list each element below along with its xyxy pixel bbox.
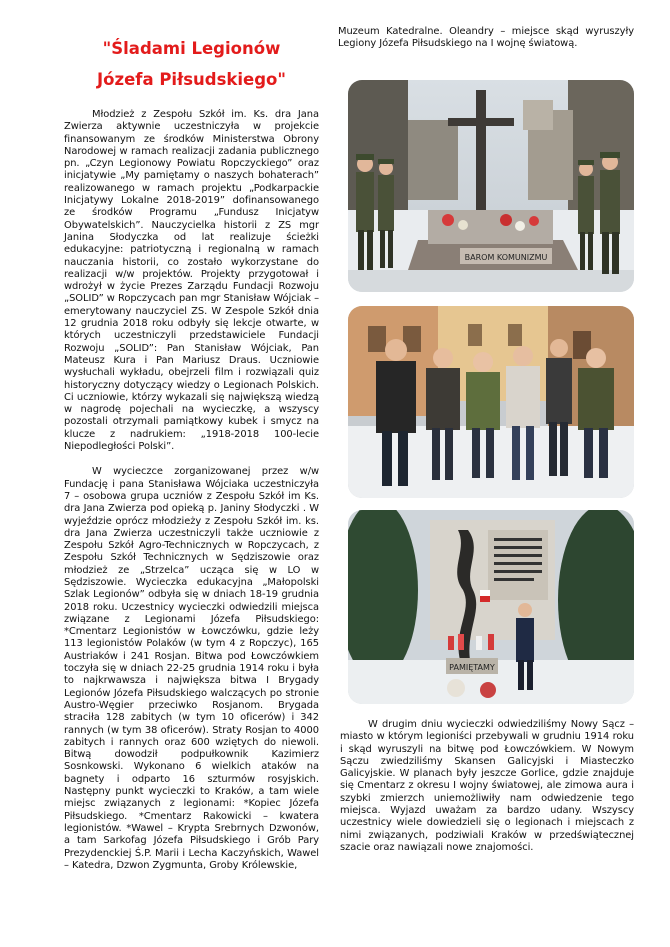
- left-column: [64, 33, 319, 885]
- photo-memorial-guard: [348, 80, 634, 292]
- paragraph-trip: W wycieczce zorganizowanej przez w/w Fundację i pana Stanisława Wójciaka uczestniczyła 7 – osobowa grupa uczniów z Zespołu Szkół im Ks. dra Jana Zwierza pod opieką p. Janiny Słodyczki . W wyjeździe oprócz młodzieży z Zespołu Szkół im. ks. dra Jana Zwierza uczestniczyli także uczniowie z Zespołu Szkół Agro-Technicznych w Ropczycach, z Zespołu Szkół Technicznych w Sędziszowie oraz młodzież ze „Strzelca” ucząca się w LO w Sędziszowie. Wycieczka edukacyjna „Małopolski Szlak Legionów” odbyła się w dniach 18-19 grudnia 2018 roku. Uczestnicy wycieczki odwiedzili miejsca związane z Legionami Józefa Piłsudskiego: *Cmentarz Legionistów w Łowczówku, gdzie leży 113 legionistów Polaków (w tym 4 z Ropczyc), 165 Austriaków i 241 Rosjan. Bitwa pod Łowczówkiem toczyła się w dniach 22-25 grudnia 1914 roku i była to najkrwawsza i największa bitwa I Brygady Legionów Józefa Piłsudskiego walczących po stronie Austro-Węgier przeciwko Rosjanom. Brygada straciła 128 zabitych (w tym 10 oficerów) i 342 rannych (w tym 38 oficerów). Straty Rosjan to 4000 zabitych i rannych oraz 600 wziętych do niewoli. Bitwą dowodził podpułkownik Kazimierz Sosnkowski. Wykonano 6 wielkich ataków na bagnety i odparto 16 szturmów rosyjskich. Następny punkt wycieczki to Kraków, a tam wiele miejsc związanych z legionami: *Kopiec Józefa Piłsudskiego. *Cmentarz Rakowicki – kwatera legionistów. *Wawel – Krypta Srebrnych Dzwonów, a tam Sarkofag Józefa Piłsudskiego i Grób Pary Prezydenckiej Ś.P. Marii i Lecha Kaczyńskich, Wawel – Katedra, Dzwon Zygmunta, Groby Królewskie,: [64, 466, 319, 871]
- paragraph-intro: Młodzież z Zespołu Szkół im. Ks. dra Jana Zwierza aktywnie uczestniczyła w projekcie finansowanym ze środków Ministerstwa Obrony Narodowej w ramach realizacji zadania publicznego pn. „Czyn Legionowy Powiatu Ropczyckiego” oraz inicjatywie „My pamiętamy o naszych bohaterach” realizowanego w ramach projektu „Podkarpackie Inicjatywy Lokalne 2018-2019” dofinansowanego ze środków Programu „Fundusz Inicjatyw Obywatelskich”. Nauczycielka historii z ZS mgr Janina Słodyczka od lat realizuje ścieżki edukacyjne: patriotyczną i regionalną w ramach nauczania historii, co zostało wykorzystane do realizacji w/w projektów. Projekty przygotował i wdrożył w życie Prezes Zarządu Fundacji Rozwoju „SOLID” w Ropczycach pan mgr Stanisław Wójciak – emerytowany nauczyciel ZS. W Zespole Szkół dnia 12 grudnia 2018 roku odbyły się lekcje otwarte, w których uczestniczyli przedstawiciele Fundacji Rozwoju „SOLID”: Pan Stanisław Wójciak, Pan Mateusz Kura i Pan Mariusz Draus. Uczniowie wysłuchali wykładu, obejrzeli film i rozwiązali quiz historyczny dotyczący wiedzy o Legionach Polskich. Ci uczniowie, którzy wykazali się największą wiedzą w nagrodę pojechali na wycieczkę, a wszyscy pozostali otrzymali pamiątkowy kubek i smycz na klucze z nadrukiem: „1918-2018 100-lecie Niepodległości Polski”.: [64, 109, 319, 453]
- paragraph-continuation: Muzeum Katedralne. Oleandry – miejsce skąd wyruszyły Legiony Józefa Piłsudskiego na I wojnę światową.: [338, 26, 634, 50]
- paragraph-second-day: W drugim dniu wycieczki odwiedziliśmy Nowy Sącz – miasto w którym legioniści przebywali w grudniu 1914 roku i skąd wyruszyli na bitwę pod Łowczówkiem. W Nowym Sączu zwiedziliśmy Skansen Galicyjski i Miasteczko Galicyjskie. W planach były jeszcze Gorlice, gdzie znajduje się Cmentarz z okresu I wojny światowej, ale zimowa aura i szybki zmierzch uniemożliwiły nam odwiedzenie tego miejsca. Wyjazd uważam za bardzo udany. Wszyscy uczestnicy wiele dowiedzieli się o legionach i miejscach z nimi związanych, podziwiali Kraków w przedświątecznej szacie oraz nawiązali nowe znajomości.: [340, 719, 634, 853]
- photo3-plaque-text: PAMIĘTAMY: [449, 663, 495, 672]
- photo-monument: [348, 510, 634, 704]
- title-line-1: "Śladami Legionów: [102, 39, 281, 58]
- photo-student-group: [348, 306, 634, 498]
- title-line-2: Józefa Piłsudskiego": [97, 70, 286, 89]
- article-title: [64, 33, 319, 95]
- photo1-plaque-text: BAROM KOMUNIZMU: [464, 253, 548, 262]
- right-column-top: [338, 26, 634, 51]
- right-column-bottom: [340, 719, 634, 867]
